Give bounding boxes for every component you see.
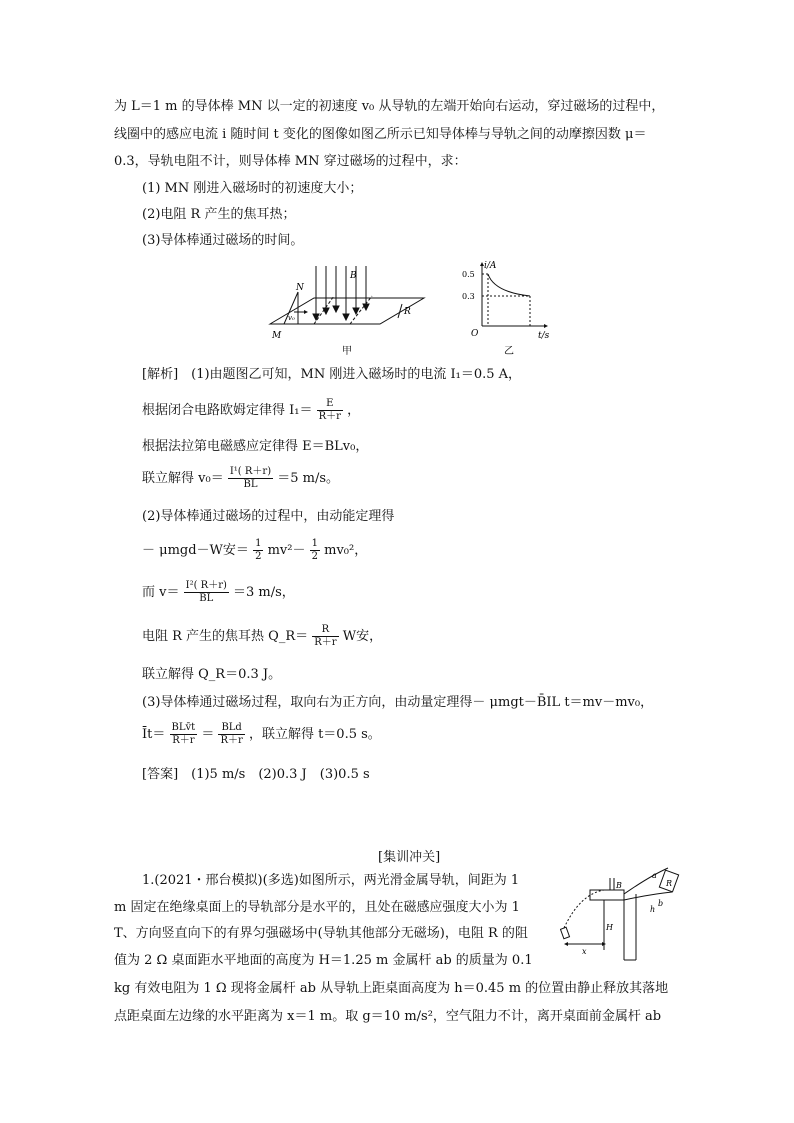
s7-num: I²( R＋r) — [185, 580, 227, 591]
exercise-line-4: 值为 2 Ω 桌面距水平地面的高度为 H＝1.25 m 金属杆 ab 的质量为 0.1 — [114, 953, 533, 968]
yi-ytick-1: 0.3 — [462, 292, 475, 301]
ex-label-H: H — [606, 923, 613, 932]
answer-line: [答案] (1)5 m/s (2)0.3 J (3)0.5 s — [142, 767, 370, 782]
ex-label-x: x — [582, 947, 587, 956]
label-v0: v₀ — [288, 314, 295, 322]
exercise-line-2: m 固定在绝缘桌面上的导轨部分是水平的，且处在磁感应强度大小为 1 — [114, 900, 520, 915]
problem-line-1: 为 L＝1 m 的导体棒 MN 以一定的初速度 v₀ 从导轨的左端开始向右运动，穿过磁场的过程中， — [114, 99, 665, 114]
label-B: B — [350, 271, 357, 281]
s6-f1-num: 1 — [255, 538, 262, 549]
s11-f1-num: BLv̄t — [171, 722, 196, 733]
solution-line-3: 根据法拉第电磁感应定律得 E＝BLv₀， — [142, 439, 369, 454]
s11-fraction-1 — [170, 722, 198, 747]
s7-fraction — [184, 580, 229, 605]
exercise-line-6: 点距桌面左边缘的水平距离为 x＝1 m。取 g＝10 m/s²，空气阻力不计，离开桌面前金属杆 ab — [114, 1009, 662, 1024]
solution-line-10: (3)导体棒通过磁场过程，取向右为正方向，由动量定理得－ μmgt－B̄IL t＝mv－mv₀， — [142, 695, 654, 710]
s7-den: BL — [199, 593, 214, 604]
solution-line-11 — [142, 722, 381, 747]
ex-label-h: h — [650, 905, 656, 914]
problem-line-2: 线圈中的感应电流 i 随时间 t 变化的图像如图乙所示已知导体棒与导轨之间的动摩擦因数 μ＝ — [114, 127, 647, 142]
s4-num: I¹( R＋r) — [229, 466, 272, 477]
caption-yi: 乙 — [504, 346, 514, 357]
s6-mid: mv²－ — [267, 543, 306, 558]
s6-f2-den: 2 — [311, 551, 318, 562]
label-M: M — [272, 331, 282, 341]
s8-num: R — [321, 624, 330, 635]
s6-f1-den: 2 — [255, 551, 262, 562]
s8-den: R＋r — [314, 637, 337, 648]
s6-post: mv₀²， — [324, 543, 368, 558]
s2-den: R＋r — [318, 411, 341, 422]
s8-pre: 电阻 R 产生的焦耳热 Q_R＝ — [142, 629, 309, 644]
figure-yi — [458, 258, 558, 358]
ex-label-B: B — [616, 881, 622, 890]
s4-pre: 联立解得 v₀＝ — [142, 471, 224, 486]
s4-fraction — [228, 466, 273, 491]
label-N: N — [296, 283, 304, 293]
question-2: (2)电阻 R 产生的焦耳热； — [142, 207, 296, 222]
solution-line-5: (2)导体棒通过磁场的过程中，由动能定理得 — [142, 509, 395, 524]
s11-pre: Īt＝ — [142, 727, 166, 742]
s6-f2-num: 1 — [311, 538, 318, 549]
exercise-line-5: kg 有效电阻为 1 Ω 现将金属杆 ab 从导轨上距桌面高度为 h＝0.45 m 的位置由静止释放其落地 — [114, 981, 669, 996]
figure-jia — [262, 262, 432, 360]
s8-post: W安， — [342, 629, 383, 644]
solution-line-8 — [142, 624, 382, 649]
s8-fraction — [312, 624, 338, 649]
s7-post: ＝3 m/s， — [233, 585, 295, 600]
ex-label-R: R — [666, 879, 673, 888]
solution-line-1: [解析] (1)由题图乙可知，MN 刚进入磁场时的电流 I₁＝0.5 A， — [142, 367, 522, 382]
question-3: (3)导体棒通过磁场的时间。 — [142, 233, 304, 248]
exercise-line-3: T、方向竖直向下的有界匀强磁场中(导轨其他部分无磁场)，电阻 R 的阻 — [114, 926, 528, 941]
s6-fraction-1 — [253, 538, 263, 563]
s2-fraction — [317, 398, 343, 423]
s11-post: ，联立解得 t＝0.5 s。 — [248, 727, 381, 742]
ex-label-a: a — [652, 871, 657, 880]
problem-line-3: 0.3，导轨电阻不计，则导体棒 MN 穿过磁场的过程中，求： — [114, 154, 467, 169]
s2-pre: 根据闭合电路欧姆定律得 I₁＝ — [142, 403, 313, 418]
solution-line-4 — [142, 466, 339, 491]
yi-origin: O — [471, 329, 479, 339]
s4-den: BL — [243, 479, 258, 490]
figure-exercise — [560, 864, 690, 964]
s11-f2-num: BLd — [221, 722, 242, 733]
solution-line-7 — [142, 580, 295, 605]
s11-f1-den: R＋r — [172, 735, 195, 746]
solution-line-2 — [142, 398, 360, 423]
yi-ylabel: i/A — [484, 261, 497, 271]
s11-mid: ＝ — [201, 727, 215, 742]
exercise-line-1: 1.(2021・邢台模拟)(多选)如图所示，两光滑金属导轨，间距为 1 — [142, 873, 520, 888]
section-title: [集训冲关] — [378, 850, 441, 865]
question-1: (1) MN 刚进入磁场时的初速度大小； — [142, 181, 363, 196]
s11-fraction-2 — [218, 722, 244, 747]
ex-label-b: b — [658, 899, 664, 908]
s6-pre: － μmgd－W安＝ — [142, 543, 249, 558]
s7-pre: 而 v＝ — [142, 585, 180, 600]
label-R: R — [404, 307, 411, 317]
yi-xlabel: t/s — [538, 331, 550, 341]
solution-line-6 — [142, 538, 367, 563]
s2-num: E — [326, 398, 334, 409]
s6-fraction-2 — [310, 538, 320, 563]
yi-ytick-0: 0.5 — [462, 270, 475, 279]
s11-f2-den: R＋r — [220, 735, 243, 746]
caption-jia: 甲 — [342, 346, 352, 357]
s2-post: ， — [347, 403, 361, 418]
s4-post: ＝5 m/s。 — [277, 471, 340, 486]
solution-line-9: 联立解得 Q_R＝0.3 J。 — [142, 667, 282, 682]
